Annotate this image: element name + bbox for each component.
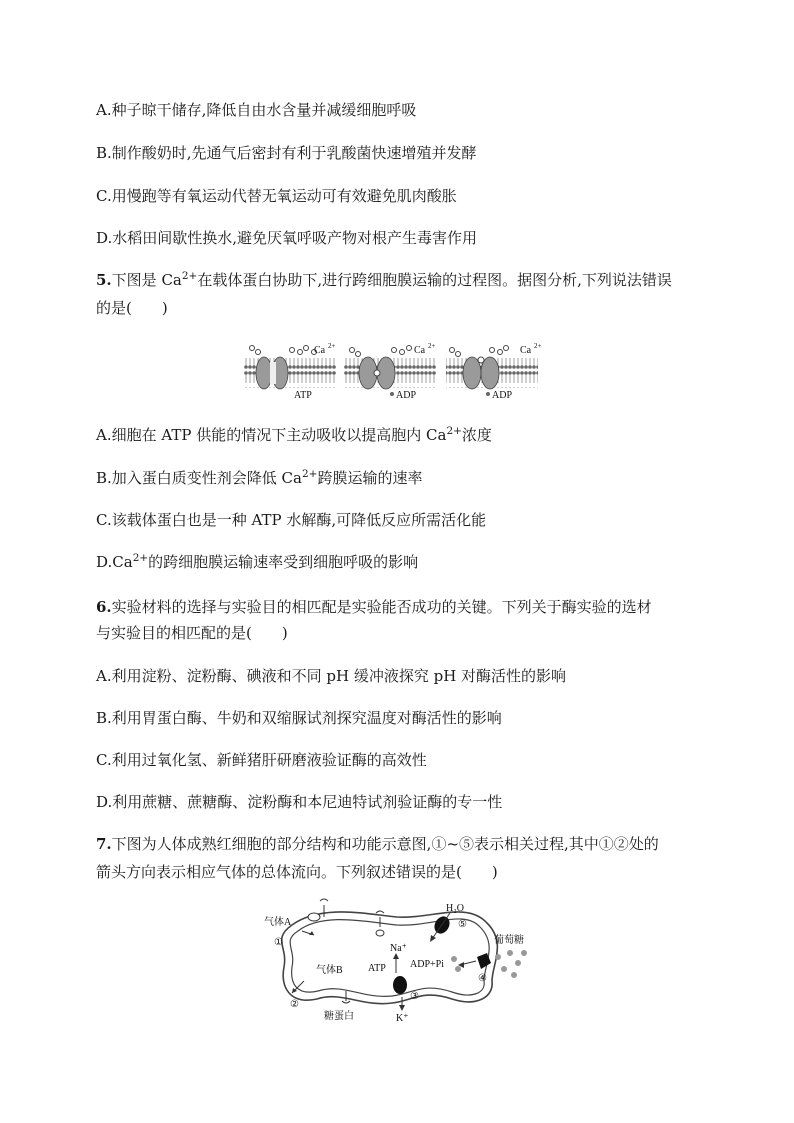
ca-label-1: Ca (314, 345, 326, 356)
na-label: Na⁺ (390, 943, 407, 954)
adp-label-2: ADP (492, 390, 513, 401)
q4-option-b: B.制作酸奶时,先通气后密封有利于乳酸菌快速增殖并发酵 (96, 144, 477, 162)
q5-option-a-text-cont: 浓度 (461, 426, 492, 444)
q5-stem-text-cont: 在载体蛋白协助下,进行跨细胞膜运输的过程图。据图分析,下列说法错误 (197, 271, 672, 289)
q4-option-c: C.用慢跑等有氧运动代替无氧运动可有效避免肌肉酸胀 (96, 187, 457, 205)
q6-option-c: C.利用过氧化氢、新鲜猪肝研磨液验证酶的高效性 (96, 751, 427, 769)
q5-option-d-text: D.Ca (96, 553, 133, 571)
q7-stem-line2: 箭头方向表示相应气体的总体流向。下列叙述错误的是( ) (96, 863, 498, 881)
channel-1 (308, 913, 320, 921)
circle-3: ③ (410, 991, 419, 1002)
circle-1: ① (274, 937, 283, 948)
na-k-pump (393, 976, 407, 994)
q7-stem-line1 (96, 834, 659, 854)
glycoprotein-top (320, 899, 384, 936)
adp-label-1: ADP (396, 390, 417, 401)
q5-option-d (96, 552, 418, 572)
q6-stem-text: 实验材料的选择与实验目的相匹配是实验能否成功的关键。下列关于酶实验的选材 (111, 598, 652, 616)
glucose-label: 葡萄糖 (494, 935, 524, 946)
adp-pi-label: ADP+Pi (410, 959, 444, 970)
gas-b-label: 气体B (316, 965, 343, 976)
h2o-label: H₂O (446, 903, 464, 914)
ca-label-2: Ca (414, 345, 426, 356)
q5-option-a (96, 425, 492, 445)
q5-number: 5. (96, 271, 112, 289)
atp-label: ATP (294, 390, 312, 401)
q7-red-blood-cell-figure (262, 895, 532, 1023)
q5-option-d-text-cont: 的跨细胞膜运输速率受到细胞呼吸的影响 (148, 553, 419, 571)
q7-stem-text: 下图为人体成熟红细胞的部分结构和功能示意图,①~⑤表示相关过程,其中①②处的 (111, 835, 659, 853)
ca-label-3: Ca (520, 345, 532, 356)
q5-option-a-text: A.细胞在 ATP 供能的情况下主动吸收以提高胞内 Ca (96, 426, 447, 444)
q5-option-d-sup: 2+ (132, 552, 149, 564)
k-label: K⁺ (396, 1013, 409, 1023)
membrane-panel-3 (446, 342, 542, 401)
q5-option-b-text-cont: 跨膜运输的速率 (317, 469, 423, 487)
glycoprotein-label: 糖蛋白 (324, 1011, 354, 1022)
circle-2: ② (290, 999, 299, 1010)
q6-number: 6. (96, 598, 112, 616)
q5-option-c: C.该载体蛋白也是一种 ATP 水解酶,可降低反应所需活化能 (96, 511, 487, 529)
cell-membrane-inner (290, 919, 489, 996)
q6-option-a: A.利用淀粉、淀粉酶、碘液和不同 pH 缓冲液探究 pH 对酶活性的影响 (96, 667, 567, 685)
q4-option-d: D.水稻田间歇性换水,避免厌氧呼吸产物对根产生毒害作用 (96, 229, 478, 247)
q7-number: 7. (96, 835, 112, 853)
ca-sup-2: 2+ (428, 342, 436, 350)
circle-5: ⑤ (458, 919, 467, 930)
q6-stem-line1 (96, 597, 652, 617)
q5-membrane-figure (244, 340, 554, 402)
circle-4: ④ (478, 973, 487, 984)
q5-stem-line1 (96, 270, 672, 290)
ca-sup-1: 2+ (328, 342, 336, 350)
q4-option-a: A.种子晾干储存,降低自由水含量并减缓细胞呼吸 (96, 101, 417, 119)
q6-option-d: D.利用蔗糖、蔗糖酶、淀粉酶和本尼迪特试剂验证酶的专一性 (96, 793, 503, 811)
q5-stem-text: 下图是 Ca (111, 271, 182, 289)
q5-option-a-sup: 2+ (446, 425, 462, 437)
gas-a-label: 气体A (264, 917, 292, 928)
membrane-panel-2 (344, 342, 436, 401)
q6-stem-line2: 与实验目的相匹配的是( ) (96, 624, 288, 642)
q5-option-b (96, 468, 422, 488)
q5-option-b-text: B.加入蛋白质变性剂会降低 Ca (96, 469, 302, 487)
ca-sup-3: 2+ (534, 342, 542, 350)
q5-option-b-sup: 2+ (301, 468, 318, 480)
atp-label-q7: ATP (368, 963, 386, 974)
membrane-panel-1 (244, 342, 336, 401)
q6-option-b: B.利用胃蛋白酶、牛奶和双缩脲试剂探究温度对酶活性的影响 (96, 709, 502, 727)
ca-superscript: 2+ (181, 270, 198, 282)
q5-stem-line2: 的是( ) (96, 299, 168, 317)
